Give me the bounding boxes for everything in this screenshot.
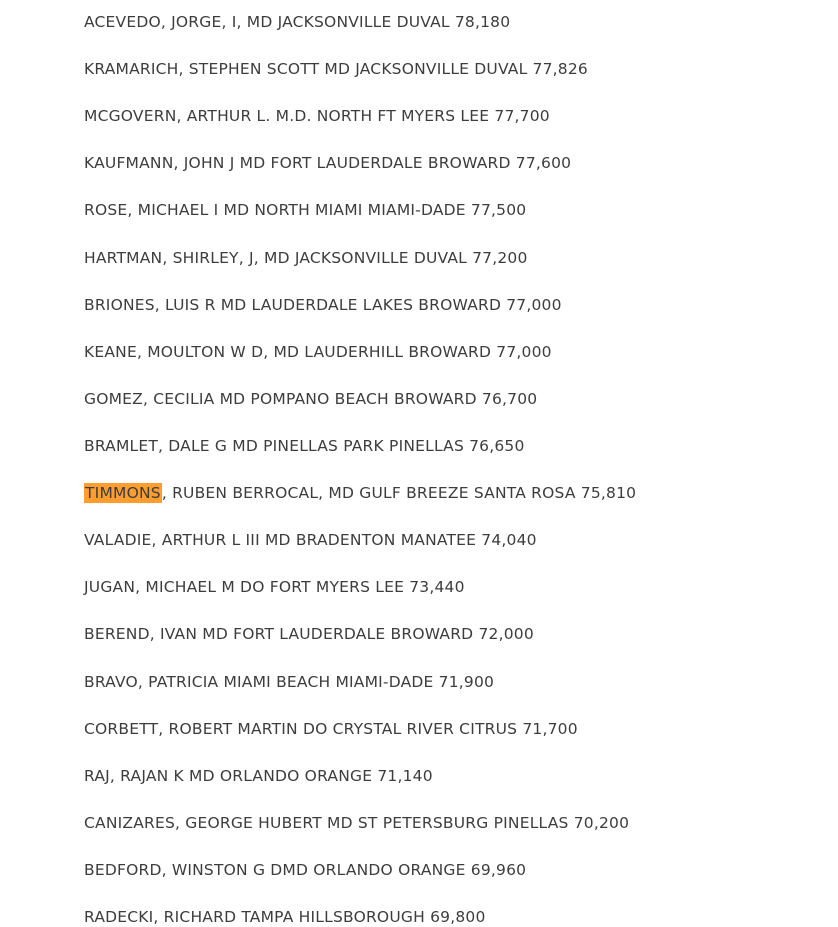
list-item-text: RADECKI, RICHARD TAMPA HILLSBOROUGH 69,800	[84, 908, 486, 927]
list-item	[84, 626, 838, 644]
list-item-text: KRAMARICH, STEPHEN SCOTT MD JACKSONVILLE DUVAL 77,826	[84, 60, 588, 79]
list-item	[84, 909, 838, 927]
list-item-text: KEANE, MOULTON W D, MD LAUDERHILL BROWARD 77,000	[84, 342, 552, 361]
list-item	[84, 297, 838, 315]
list-item-text: BEREND, IVAN MD FORT LAUDERDALE BROWARD 72,000	[84, 625, 534, 644]
list-item-text: VALADIE, ARTHUR L III MD BRADENTON MANATEE 74,040	[84, 531, 537, 550]
list-item	[84, 344, 838, 362]
list-item-text: BEDFORD, WINSTON G DMD ORLANDO ORANGE 69,960	[84, 860, 527, 879]
list-item-text: BRAMLET, DALE G MD PINELLAS PARK PINELLAS 76,650	[84, 436, 525, 455]
search-highlight: TIMMONS	[85, 484, 161, 503]
list-item	[84, 815, 838, 833]
list-item-text: MCGOVERN, ARTHUR L. M.D. NORTH FT MYERS LEE 77,700	[84, 107, 550, 126]
list-item	[84, 862, 838, 880]
list-item	[84, 250, 838, 268]
list-item-text: JUGAN, MICHAEL M DO FORT MYERS LEE 73,440	[84, 578, 465, 597]
list-item-text: CANIZARES, GEORGE HUBERT MD ST PETERSBURG PINELLAS 70,200	[84, 813, 630, 832]
list-item	[84, 579, 838, 597]
list-item	[84, 721, 838, 739]
list-item-text: CORBETT, ROBERT MARTIN DO CRYSTAL RIVER CITRUS 71,700	[84, 719, 578, 738]
list-item	[84, 485, 838, 503]
list-item-text: HARTMAN, SHIRLEY, J, MD JACKSONVILLE DUVAL 77,200	[84, 248, 528, 267]
list-item-text: KAUFMANN, JOHN J MD FORT LAUDERDALE BROWARD 77,600	[84, 154, 572, 173]
list-item	[84, 768, 838, 786]
list-item-text: GOMEZ, CECILIA MD POMPANO BEACH BROWARD 76,700	[84, 389, 538, 408]
list-item-text: BRAVO, PATRICIA MIAMI BEACH MIAMI-DADE 71,900	[84, 672, 495, 691]
list-item	[84, 61, 838, 79]
list-item	[84, 14, 838, 32]
list-item-text: BRIONES, LUIS R MD LAUDERDALE LAKES BROWARD 77,000	[84, 295, 562, 314]
list-item	[84, 202, 838, 220]
list-item	[84, 391, 838, 409]
list-item-text: ROSE, MICHAEL I MD NORTH MIAMI MIAMI-DADE 77,500	[84, 201, 527, 220]
list-item-text: , RUBEN BERROCAL, MD GULF BREEZE SANTA ROSA 75,810	[161, 484, 637, 503]
list-item	[84, 155, 838, 173]
list-item-text: ACEVEDO, JORGE, I, MD JACKSONVILLE DUVAL 78,180	[84, 13, 511, 31]
list-item	[84, 532, 838, 550]
list-item-text: RAJ, RAJAN K MD ORLANDO ORANGE 71,140	[84, 766, 433, 785]
list-item	[84, 438, 838, 456]
list-item	[84, 674, 838, 692]
list-item	[84, 108, 838, 126]
